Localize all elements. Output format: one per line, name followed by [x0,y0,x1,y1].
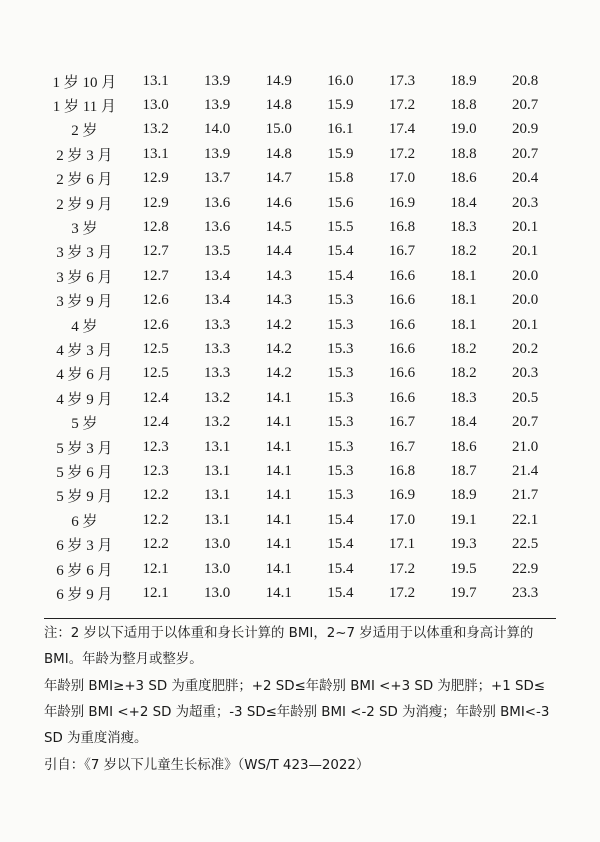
bmi-value-cell: 18.9 [450,487,477,504]
bmi-value-cell: 16.1 [327,121,354,138]
age-cell: 4 岁 3 月 [56,342,113,359]
age-cell: 3 岁 3 月 [56,245,113,262]
bmi-value-cell: 15.4 [327,243,354,260]
bmi-value-cell: 14.2 [265,340,292,357]
bmi-value-cell: 12.8 [142,219,169,236]
bmi-value-cell: 13.0 [204,584,231,601]
table-row [44,557,556,581]
bmi-value-cell: 17.2 [388,145,416,162]
table-row [44,240,556,264]
bmi-value-cell: 22.9 [512,560,539,577]
bmi-value-cell: 20.5 [512,389,539,406]
bmi-value-cell: 13.4 [204,292,231,309]
bmi-value-cell: 12.6 [142,316,169,333]
bmi-value-cell: 15.5 [327,219,354,236]
bmi-value-cell: 17.1 [388,536,416,553]
source-citation: 引自：《7 岁以下儿童生长标准》（WS/T 423—2022） [44,758,370,773]
age-cell: 6 岁 3 月 [56,538,113,555]
bmi-value-cell: 13.1 [204,462,231,479]
bmi-value-cell: 18.8 [450,145,477,162]
note-text: 注：2 岁以下适用于以体重和身长计算的 BMI，2~7 岁适用于以体重和身高计算的 BMI。年龄为整月或整岁。 [44,626,534,667]
age-cell: 4 岁 [71,318,98,335]
bmi-value-cell: 15.3 [327,487,354,504]
bmi-value-cell: 15.8 [327,170,354,187]
bmi-value-cell: 14.6 [265,194,292,211]
bmi-value-cell: 19.1 [450,511,477,528]
bmi-value-cell: 18.1 [450,316,477,333]
bmi-value-cell: 19.7 [450,584,477,601]
bmi-value-cell: 13.9 [204,145,231,162]
bmi-value-cell: 21.7 [512,487,539,504]
bmi-value-cell: 17.0 [388,170,416,187]
table-row [44,69,556,93]
bmi-value-cell: 14.7 [265,170,292,187]
bmi-value-cell: 18.8 [450,97,477,114]
bmi-value-cell: 13.6 [204,219,231,236]
bmi-value-cell: 14.8 [265,145,292,162]
bmi-value-cell: 16.8 [388,219,416,236]
bmi-value-cell: 12.3 [142,462,169,479]
age-cell: 5 岁 6 月 [56,464,113,481]
bmi-value-cell: 15.9 [327,97,354,114]
bmi-value-cell: 15.9 [327,145,354,162]
bmi-value-cell: 12.2 [142,536,169,553]
bmi-value-cell: 19.5 [450,560,477,577]
table-row [44,289,556,313]
bmi-value-cell: 13.3 [204,365,231,382]
bmi-value-cell: 13.3 [204,316,231,333]
table-row [44,337,556,361]
bmi-value-cell: 13.1 [204,511,231,528]
bmi-value-cell: 18.3 [450,219,477,236]
bmi-value-cell: 12.4 [142,414,169,431]
bmi-value-cell: 15.3 [327,292,354,309]
bmi-value-cell: 15.3 [327,414,354,431]
bmi-value-cell: 20.1 [512,243,539,260]
bmi-value-cell: 14.1 [265,536,292,553]
bmi-value-cell: 20.3 [512,365,539,382]
bmi-value-cell: 15.4 [327,267,354,284]
bmi-value-cell: 14.1 [265,487,292,504]
bmi-value-cell: 14.2 [265,316,292,333]
bmi-value-cell: 15.4 [327,560,354,577]
bmi-value-cell: 18.7 [450,462,477,479]
bmi-value-cell: 12.7 [142,243,169,260]
bmi-value-cell: 18.4 [450,194,477,211]
bmi-value-cell: 12.1 [142,560,169,577]
bmi-value-cell: 20.8 [512,72,539,89]
bmi-value-cell: 17.0 [388,511,416,528]
bmi-value-cell: 13.6 [204,194,231,211]
bmi-value-cell: 20.2 [512,340,539,357]
bmi-value-cell: 14.9 [265,72,292,89]
age-cell: 2 岁 3 月 [56,147,113,164]
bmi-value-cell: 13.1 [142,72,169,89]
bmi-value-cell: 13.2 [142,121,169,138]
bmi-value-cell: 14.1 [265,438,292,455]
bmi-value-cell: 18.1 [450,292,477,309]
bmi-value-cell: 17.2 [388,560,416,577]
bmi-value-cell: 15.0 [265,121,292,138]
bmi-value-cell: 15.3 [327,316,354,333]
bmi-value-cell: 16.0 [327,72,354,89]
bmi-value-cell: 13.1 [142,145,169,162]
bmi-value-cell: 15.6 [327,194,354,211]
bmi-value-cell: 14.8 [265,97,292,114]
table-row [44,313,556,337]
age-cell: 1 岁 11 月 [52,99,116,116]
bmi-value-cell: 16.6 [388,365,416,382]
bmi-value-cell: 20.0 [512,292,539,309]
bmi-value-cell: 16.7 [388,414,416,431]
bmi-value-cell: 17.2 [388,584,416,601]
bmi-value-cell: 23.3 [512,584,539,601]
bmi-value-cell: 15.3 [327,340,354,357]
bmi-value-cell: 14.2 [265,365,292,382]
bmi-value-cell: 13.0 [142,97,169,114]
bmi-value-cell: 14.1 [265,414,292,431]
bmi-value-cell: 12.9 [142,170,169,187]
bmi-value-cell: 18.9 [450,72,477,89]
age-cell: 2 岁 9 月 [56,196,113,213]
bmi-value-cell: 20.7 [512,414,539,431]
bmi-value-cell: 17.4 [388,121,416,138]
bmi-value-cell: 12.9 [142,194,169,211]
bmi-value-cell: 15.3 [327,438,354,455]
bmi-value-cell: 14.5 [265,219,292,236]
bmi-value-cell: 16.9 [388,194,416,211]
bmi-value-cell: 18.6 [450,170,477,187]
age-cell: 3 岁 [71,221,98,238]
bmi-value-cell: 20.7 [512,145,539,162]
bmi-value-cell: 13.7 [204,170,231,187]
age-cell: 5 岁 3 月 [56,440,113,457]
bmi-value-cell: 18.4 [450,414,477,431]
bmi-value-cell: 18.2 [450,243,477,260]
bmi-value-cell: 20.1 [512,316,539,333]
table-row [44,215,556,239]
bmi-value-cell: 12.1 [142,584,169,601]
bmi-table [44,69,556,606]
bmi-value-cell: 18.6 [450,438,477,455]
table-row [44,167,556,191]
bmi-value-cell: 14.4 [265,243,292,260]
bmi-value-cell: 18.1 [450,267,477,284]
table-row [44,118,556,142]
age-cell: 5 岁 [71,416,98,433]
age-cell: 2 岁 6 月 [56,172,113,189]
bmi-value-cell: 12.3 [142,438,169,455]
bmi-value-cell: 13.9 [204,97,231,114]
table-row [44,532,556,556]
bmi-value-cell: 16.6 [388,389,416,406]
bmi-value-cell: 14.1 [265,584,292,601]
bmi-value-cell: 13.1 [204,487,231,504]
bmi-value-cell: 19.3 [450,536,477,553]
age-cell: 6 岁 6 月 [56,562,113,579]
bmi-value-cell: 21.4 [512,462,539,479]
bmi-value-cell: 13.4 [204,267,231,284]
bmi-value-cell: 12.2 [142,511,169,528]
bmi-value-cell: 15.3 [327,365,354,382]
age-cell: 4 岁 6 月 [56,367,113,384]
bmi-table-body [44,69,556,606]
table-row [44,410,556,434]
table-row [44,459,556,483]
age-cell: 1 岁 10 月 [52,74,117,91]
bmi-value-cell: 13.3 [204,340,231,357]
bmi-value-cell: 12.7 [142,267,169,284]
bmi-value-cell: 13.2 [204,414,231,431]
bmi-value-cell: 14.1 [265,389,292,406]
bmi-value-cell: 16.7 [388,243,416,260]
bmi-value-cell: 16.6 [388,340,416,357]
age-cell: 3 岁 9 月 [56,294,113,311]
bmi-value-cell: 14.0 [204,121,231,138]
bmi-value-cell: 21.0 [512,438,539,455]
table-row [44,191,556,215]
table-row [44,508,556,532]
age-cell: 5 岁 9 月 [56,489,113,506]
table-row [44,435,556,459]
bmi-value-cell: 22.5 [512,536,539,553]
bmi-value-cell: 16.8 [388,462,416,479]
bmi-value-cell: 15.3 [327,462,354,479]
bmi-value-cell: 14.3 [265,267,292,284]
age-cell: 6 岁 [71,513,98,530]
table-row [44,386,556,410]
bmi-value-cell: 16.6 [388,292,416,309]
table-row [44,581,556,605]
bmi-value-cell: 19.0 [450,121,477,138]
bmi-value-cell: 16.6 [388,267,416,284]
bmi-value-cell: 13.0 [204,560,231,577]
bmi-value-cell: 20.1 [512,219,539,236]
bmi-value-cell: 22.1 [512,511,539,528]
bmi-value-cell: 13.2 [204,389,231,406]
bmi-value-cell: 12.6 [142,292,169,309]
bmi-value-cell: 12.2 [142,487,169,504]
table-bottom-rule [44,618,556,619]
bmi-value-cell: 15.4 [327,584,354,601]
bmi-value-cell: 13.9 [204,72,231,89]
bmi-definition-text: 年龄别 BMI≥+3 SD 为重度肥胖；+2 SD≤年龄别 BMI <+3 SD 为肥胖；+1 SD≤年龄别 BMI <+2 SD 为超重；-3 SD≤年龄别 BMI <-2 SD 为消瘦；年龄别 BMI<-3 SD 为重度消瘦。 [44,679,550,746]
table-row [44,264,556,288]
age-cell: 2 岁 [71,123,98,140]
bmi-value-cell: 20.4 [512,170,539,187]
bmi-value-cell: 20.9 [512,121,539,138]
bmi-value-cell: 20.0 [512,267,539,284]
table-notes [44,621,558,779]
bmi-value-cell: 13.0 [204,536,231,553]
bmi-value-cell: 14.1 [265,462,292,479]
bmi-value-cell: 15.4 [327,511,354,528]
age-cell: 3 岁 6 月 [56,269,113,286]
bmi-value-cell: 20.3 [512,194,539,211]
bmi-value-cell: 15.4 [327,536,354,553]
bmi-value-cell: 12.4 [142,389,169,406]
bmi-value-cell: 16.6 [388,316,416,333]
age-cell: 6 岁 9 月 [56,586,113,603]
bmi-value-cell: 17.3 [388,72,416,89]
bmi-value-cell: 18.3 [450,389,477,406]
bmi-value-cell: 14.1 [265,511,292,528]
bmi-value-cell: 14.3 [265,292,292,309]
bmi-value-cell: 18.2 [450,340,477,357]
bmi-value-cell: 12.5 [142,365,169,382]
bmi-value-cell: 20.7 [512,97,539,114]
age-cell: 4 岁 9 月 [56,391,113,408]
bmi-value-cell: 13.5 [204,243,231,260]
bmi-value-cell: 14.1 [265,560,292,577]
bmi-value-cell: 13.1 [204,438,231,455]
bmi-value-cell: 17.2 [388,97,416,114]
table-row [44,142,556,166]
bmi-value-cell: 16.9 [388,487,416,504]
table-row [44,484,556,508]
bmi-value-cell: 15.3 [327,389,354,406]
table-row [44,93,556,117]
bmi-value-cell: 16.7 [388,438,416,455]
bmi-value-cell: 12.5 [142,340,169,357]
table-row [44,362,556,386]
bmi-value-cell: 18.2 [450,365,477,382]
